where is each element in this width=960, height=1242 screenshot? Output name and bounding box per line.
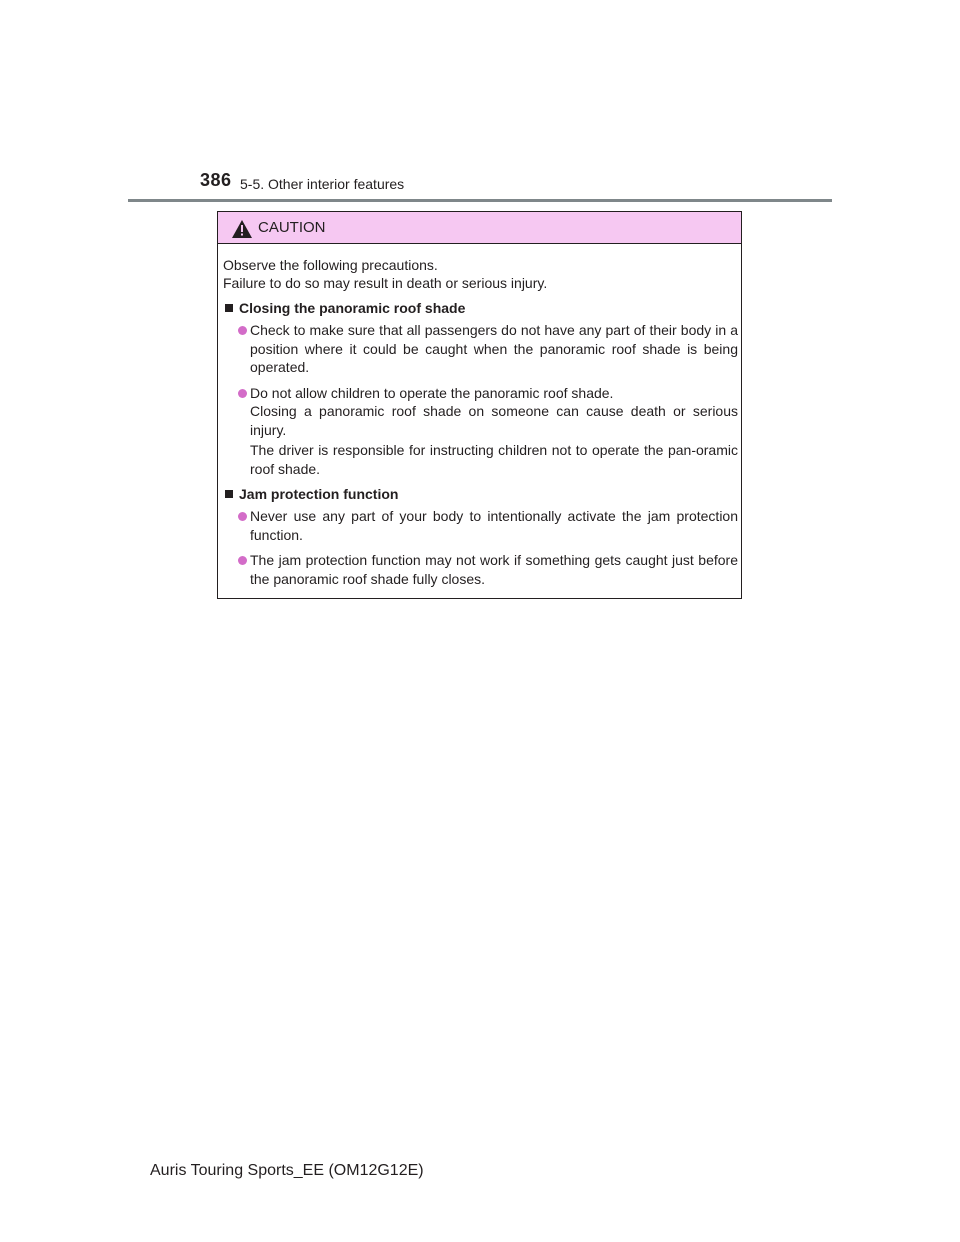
- list-item: The jam protection function may not work if something gets caught just before the panoramic roof shade fully closes.: [238, 551, 738, 588]
- list-item-continuation: The driver is responsible for instructing children not to operate the pan-oramic roof shade.: [250, 442, 738, 477]
- footer-text: Auris Touring Sports_EE (OM12G12E): [150, 1162, 424, 1179]
- list-item: Do not allow children to operate the panoramic roof shade.: [238, 384, 738, 403]
- caution-box: [217, 211, 742, 599]
- caution-header: [218, 212, 741, 244]
- section-heading: Closing the panoramic roof shade: [225, 299, 465, 318]
- intro-line-2: Failure to do so may result in death or serious injury.: [223, 275, 548, 291]
- warning-icon: [232, 220, 252, 238]
- bullet-dot-icon: [238, 389, 247, 398]
- bullet-dot-icon: [238, 326, 247, 335]
- list-item: Check to make sure that all passengers do not have any part of their body in a position where it could be caught when the panoramic roof shade is being operated.: [238, 321, 738, 377]
- square-bullet-icon: [225, 490, 233, 498]
- bullet-dot-icon: [238, 556, 247, 565]
- section-heading: Jam protection function: [225, 485, 398, 504]
- bullet-dot-icon: [238, 512, 247, 521]
- list-item: Never use any part of your body to intentionally activate the jam protection function.: [238, 507, 738, 544]
- section-title: 5-5. Other interior features: [240, 176, 405, 192]
- header-rule: [128, 199, 832, 202]
- square-bullet-icon: [225, 304, 233, 312]
- list-item-continuation: Closing a panoramic roof shade on someone can cause death or serious injury.: [250, 403, 738, 438]
- page-number: 386: [200, 170, 232, 190]
- caution-label: CAUTION: [258, 219, 326, 236]
- intro-line-1: Observe the following precautions.: [223, 257, 438, 273]
